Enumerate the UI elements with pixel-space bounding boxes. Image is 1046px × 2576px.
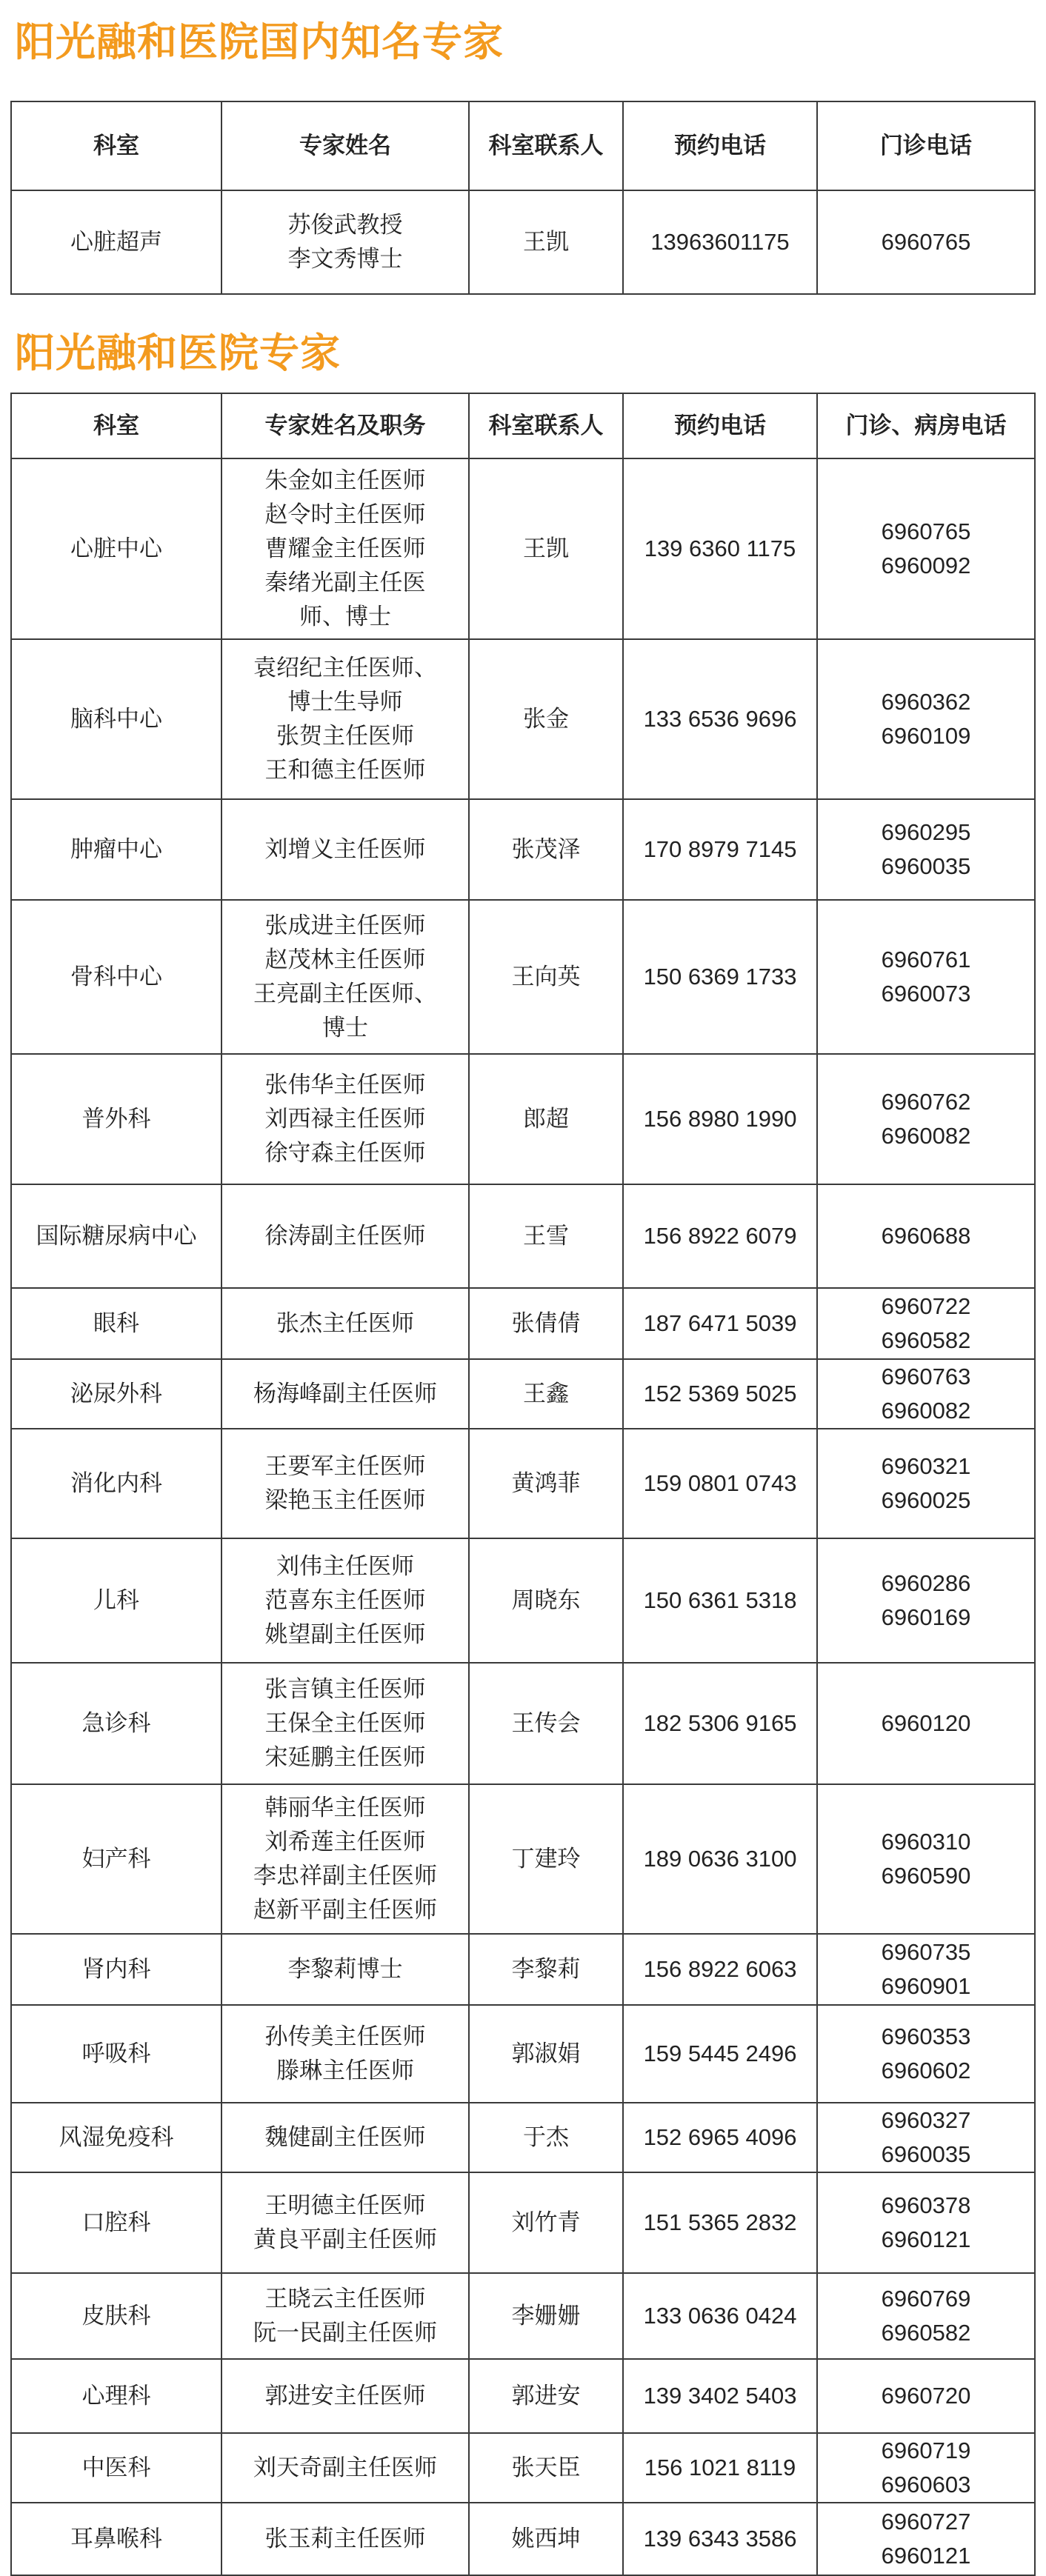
- cell-line: 袁绍纪主任医师、: [253, 655, 437, 681]
- cell-line: 王要军主任医师: [264, 1453, 426, 1480]
- dept-cell: 风湿免疫科: [11, 2103, 221, 2172]
- contact-cell: 于杰: [469, 2103, 623, 2172]
- appointment-phone-cell: 150 6361 5318: [623, 1538, 817, 1663]
- table-row: [11, 190, 1035, 294]
- clinic-phone-cell: [817, 2103, 1035, 2172]
- dept-cell: 普外科: [11, 1054, 221, 1184]
- expert-cell: [221, 1359, 469, 1429]
- table-header-row: [11, 101, 1035, 190]
- table-row: [11, 1184, 1035, 1288]
- contact-cell: 王鑫: [469, 1359, 623, 1429]
- appointment-phone-cell: 139 3402 5403: [623, 2359, 817, 2433]
- cell-line: 6960035: [881, 2141, 971, 2167]
- clinic-phone-cell: [817, 1934, 1035, 2005]
- contact-cell: 张天臣: [469, 2433, 623, 2503]
- cell-line: 6960109: [881, 723, 971, 749]
- appointment-phone-cell: 152 5369 5025: [623, 1359, 817, 1429]
- header-appointment-phone: 预约电话: [623, 101, 817, 190]
- table-row: [11, 2005, 1035, 2103]
- cell-line: 王明德主任医师: [264, 2192, 426, 2219]
- cell-line: 6960582: [881, 2320, 971, 2346]
- section-title-famous-experts: 阳光融和医院国内知名专家: [15, 19, 504, 65]
- cell-line: 6960327: [881, 2107, 971, 2133]
- cell-line: 李黎莉博士: [287, 1956, 403, 1983]
- cell-line: 6960310: [881, 1829, 971, 1855]
- clinic-phone-cell: [817, 1184, 1035, 1288]
- dept-cell: 眼科: [11, 1288, 221, 1359]
- dept-cell: 中医科: [11, 2433, 221, 2503]
- header-clinic-phone: 门诊电话: [817, 101, 1035, 190]
- expert-cell: [221, 2172, 469, 2273]
- cell-line: 6960286: [881, 1570, 971, 1596]
- table-row: [11, 1288, 1035, 1359]
- appointment-phone-cell: 151 5365 2832: [623, 2172, 817, 2273]
- cell-line: 郭进安主任医师: [264, 2383, 426, 2409]
- contact-cell: 王凯: [469, 458, 623, 639]
- clinic-phone-cell: [817, 190, 1035, 294]
- clinic-phone-cell: [817, 900, 1035, 1054]
- cell-line: 6960378: [881, 2192, 971, 2218]
- dept-cell: 消化内科: [11, 1429, 221, 1538]
- cell-line: 6960765: [881, 229, 971, 255]
- cell-line: 王晓云主任医师: [264, 2286, 426, 2312]
- cell-line: 6960295: [881, 819, 971, 845]
- cell-line: 刘天奇副主任医师: [253, 2455, 437, 2481]
- expert-cell: [221, 1054, 469, 1184]
- dept-cell: 肿瘤中心: [11, 799, 221, 900]
- expert-cell: [221, 1784, 469, 1934]
- cell-line: 刘伟主任医师: [276, 1553, 414, 1580]
- contact-cell: 姚西坤: [469, 2503, 623, 2575]
- expert-cell: [221, 1184, 469, 1288]
- cell-line: 赵令时主任医师: [264, 501, 426, 528]
- clinic-phone-cell: [817, 2433, 1035, 2503]
- table-row: [11, 1359, 1035, 1429]
- dept-cell: 国际糖尿病中心: [11, 1184, 221, 1288]
- expert-cell: [221, 1429, 469, 1538]
- cell-line: 刘西禄主任医师: [264, 1106, 426, 1132]
- table-row: [11, 1934, 1035, 2005]
- dept-cell: 耳鼻喉科: [11, 2503, 221, 2575]
- clinic-phone-cell: [817, 799, 1035, 900]
- cell-line: 6960603: [881, 2472, 971, 2497]
- table-row: [11, 1663, 1035, 1784]
- cell-line: 6960035: [881, 853, 971, 879]
- cell-line: 杨海峰副主任医师: [253, 1381, 437, 1407]
- cell-line: 张成进主任医师: [264, 912, 426, 939]
- contact-cell: 刘竹青: [469, 2172, 623, 2273]
- hospital-experts-table: [10, 393, 1036, 2576]
- famous-experts-table: [10, 101, 1036, 295]
- cell-line: 孙传美主任医师: [264, 2023, 426, 2050]
- cell-line: 黄良平副主任医师: [253, 2226, 437, 2253]
- contact-cell: 张茂泽: [469, 799, 623, 900]
- expert-cell: [221, 458, 469, 639]
- cell-line: 阮一民副主任医师: [253, 2320, 437, 2346]
- cell-line: 博士: [322, 1015, 368, 1041]
- clinic-phone-cell: [817, 2005, 1035, 2103]
- cell-line: 6960688: [881, 1223, 971, 1249]
- cell-line: 6960362: [881, 689, 971, 715]
- clinic-phone-cell: [817, 1663, 1035, 1784]
- cell-line: 王亮副主任医师、: [253, 981, 437, 1007]
- cell-line: 6960727: [881, 2509, 971, 2535]
- cell-line: 6960719: [881, 2437, 971, 2463]
- appointment-phone-cell: 187 6471 5039: [623, 1288, 817, 1359]
- header-appointment-phone: 预约电话: [623, 393, 817, 458]
- clinic-phone-cell: [817, 1784, 1035, 1934]
- cell-line: 曹耀金主任医师: [264, 535, 426, 562]
- dept-cell: 儿科: [11, 1538, 221, 1663]
- cell-line: 秦绪光副主任医: [264, 570, 426, 596]
- cell-line: 张玉莉主任医师: [264, 2526, 426, 2552]
- expert-cell: [221, 1663, 469, 1784]
- expert-cell: [221, 799, 469, 900]
- dept-cell: 皮肤科: [11, 2273, 221, 2359]
- contact-cell: 黄鸿菲: [469, 1429, 623, 1538]
- dept-cell: 呼吸科: [11, 2005, 221, 2103]
- expert-cell: [221, 639, 469, 799]
- dept-cell: 口腔科: [11, 2172, 221, 2273]
- cell-line: 韩丽华主任医师: [264, 1795, 426, 1821]
- contact-cell: 周晓东: [469, 1538, 623, 1663]
- cell-line: 6960602: [881, 2058, 971, 2083]
- cell-line: 6960353: [881, 2023, 971, 2049]
- table-row: [11, 799, 1035, 900]
- header-expert: 专家姓名: [221, 101, 469, 190]
- cell-line: 朱金如主任医师: [264, 467, 426, 494]
- clinic-phone-cell: [817, 1359, 1035, 1429]
- expert-cell: [221, 2433, 469, 2503]
- cell-line: 李文秀博士: [287, 246, 403, 273]
- appointment-phone-cell: 189 0636 3100: [623, 1784, 817, 1934]
- cell-line: 王保全主任医师: [264, 1710, 426, 1737]
- cell-line: 博士生导师: [287, 689, 403, 715]
- table-row: [11, 639, 1035, 799]
- expert-cell: [221, 190, 469, 294]
- cell-line: 师、博士: [299, 604, 391, 630]
- cell-line: 梁艳玉主任医师: [264, 1487, 426, 1514]
- dept-cell: 急诊科: [11, 1663, 221, 1784]
- expert-cell: [221, 1288, 469, 1359]
- clinic-phone-cell: [817, 1288, 1035, 1359]
- clinic-phone-cell: [817, 2503, 1035, 2575]
- contact-cell: 郎超: [469, 1054, 623, 1184]
- cell-line: 6960901: [881, 1973, 971, 1999]
- contact-cell: 王向英: [469, 900, 623, 1054]
- cell-line: 刘希莲主任医师: [264, 1829, 426, 1855]
- cell-line: 赵茂林主任医师: [264, 947, 426, 973]
- cell-line: 6960092: [881, 553, 971, 578]
- table-row: [11, 2359, 1035, 2433]
- cell-line: 6960073: [881, 981, 971, 1007]
- appointment-phone-cell: 156 8980 1990: [623, 1054, 817, 1184]
- table-row: [11, 2103, 1035, 2172]
- expert-cell: [221, 2359, 469, 2433]
- cell-line: 赵新平副主任医师: [253, 1897, 437, 1923]
- clinic-phone-cell: [817, 458, 1035, 639]
- cell-line: 张贺主任医师: [276, 723, 414, 750]
- cell-line: 6960121: [881, 2543, 971, 2569]
- cell-line: 李忠祥副主任医师: [253, 1863, 437, 1889]
- contact-cell: 丁建玲: [469, 1784, 623, 1934]
- expert-cell: [221, 2273, 469, 2359]
- section-title-hospital-experts: 阳光融和医院专家: [15, 330, 341, 376]
- table-row: [11, 1538, 1035, 1663]
- clinic-phone-cell: [817, 1538, 1035, 1663]
- contact-cell: 郭淑娟: [469, 2005, 623, 2103]
- contact-cell: 王传会: [469, 1663, 623, 1784]
- cell-line: 王和德主任医师: [264, 757, 426, 784]
- appointment-phone-cell: 156 8922 6063: [623, 1934, 817, 2005]
- clinic-phone-cell: [817, 1429, 1035, 1538]
- appointment-phone-cell: 156 1021 8119: [623, 2433, 817, 2503]
- cell-line: 滕琳主任医师: [276, 2058, 414, 2084]
- contact-cell: 张金: [469, 639, 623, 799]
- cell-line: 张杰主任医师: [276, 1310, 414, 1337]
- cell-line: 6960120: [881, 1710, 971, 1736]
- cell-line: 范喜东主任医师: [264, 1587, 426, 1614]
- header-contact: 科室联系人: [469, 101, 623, 190]
- dept-cell: 心脏中心: [11, 458, 221, 639]
- cell-line: 张伟华主任医师: [264, 1072, 426, 1098]
- cell-line: 宋延鹏主任医师: [264, 1744, 426, 1771]
- appointment-phone-cell: 159 0801 0743: [623, 1429, 817, 1538]
- expert-cell: [221, 1934, 469, 2005]
- cell-line: 刘增义主任医师: [264, 836, 426, 863]
- dept-cell: 心理科: [11, 2359, 221, 2433]
- table-row: [11, 1784, 1035, 1934]
- contact-cell: 李黎莉: [469, 1934, 623, 2005]
- table-row: [11, 458, 1035, 639]
- contact-cell: 王雪: [469, 1184, 623, 1288]
- contact-cell: 王凯: [469, 190, 623, 294]
- appointment-phone-cell: 150 6369 1733: [623, 900, 817, 1054]
- clinic-phone-cell: [817, 639, 1035, 799]
- header-dept: 科室: [11, 393, 221, 458]
- dept-cell: 脑科中心: [11, 639, 221, 799]
- cell-line: 张言镇主任医师: [264, 1676, 426, 1703]
- clinic-phone-cell: [817, 2273, 1035, 2359]
- appointment-phone-cell: 170 8979 7145: [623, 799, 817, 900]
- cell-line: 6960121: [881, 2226, 971, 2252]
- dept-cell: 妇产科: [11, 1784, 221, 1934]
- contact-cell: 郭进安: [469, 2359, 623, 2433]
- contact-cell: 张倩倩: [469, 1288, 623, 1359]
- cell-line: 徐守森主任医师: [264, 1140, 426, 1167]
- clinic-phone-cell: [817, 2172, 1035, 2273]
- header-expert-title: 专家姓名及职务: [221, 393, 469, 458]
- table-row: [11, 2433, 1035, 2503]
- cell-line: 6960169: [881, 1604, 971, 1630]
- appointment-phone-cell: 156 8922 6079: [623, 1184, 817, 1288]
- appointment-phone-cell: 139 6360 1175: [623, 458, 817, 639]
- dept-cell: 泌尿外科: [11, 1359, 221, 1429]
- appointment-phone-cell: 152 6965 4096: [623, 2103, 817, 2172]
- cell-line: 6960722: [881, 1293, 971, 1319]
- cell-line: 6960765: [881, 518, 971, 544]
- appointment-phone-cell: 133 0636 0424: [623, 2273, 817, 2359]
- appointment-phone-cell: 133 6536 9696: [623, 639, 817, 799]
- cell-line: 6960082: [881, 1123, 971, 1149]
- table-header-row: [11, 393, 1035, 458]
- cell-line: 徐涛副主任医师: [264, 1223, 426, 1249]
- table-row: [11, 2172, 1035, 2273]
- cell-line: 6960082: [881, 1398, 971, 1424]
- cell-line: 6960590: [881, 1863, 971, 1889]
- cell-line: 6960025: [881, 1487, 971, 1513]
- clinic-phone-cell: [817, 2359, 1035, 2433]
- expert-cell: [221, 2103, 469, 2172]
- dept-cell: 心脏超声: [11, 190, 221, 294]
- table-row: [11, 2273, 1035, 2359]
- expert-cell: [221, 2503, 469, 2575]
- cell-line: 6960763: [881, 1364, 971, 1389]
- cell-line: 姚望副主任医师: [264, 1621, 426, 1648]
- cell-line: 6960720: [881, 2383, 971, 2409]
- expert-cell: [221, 1538, 469, 1663]
- contact-cell: 李姗姗: [469, 2273, 623, 2359]
- header-contact: 科室联系人: [469, 393, 623, 458]
- appointment-phone-cell: 159 5445 2496: [623, 2005, 817, 2103]
- cell-line: 魏健副主任医师: [264, 2124, 426, 2151]
- cell-line: 6960582: [881, 1327, 971, 1353]
- header-dept: 科室: [11, 101, 221, 190]
- dept-cell: 肾内科: [11, 1934, 221, 2005]
- cell-line: 6960769: [881, 2286, 971, 2312]
- table-row: [11, 1429, 1035, 1538]
- expert-cell: [221, 2005, 469, 2103]
- appointment-phone-cell: 139 6343 3586: [623, 2503, 817, 2575]
- table-row: [11, 900, 1035, 1054]
- cell-line: 6960321: [881, 1453, 971, 1479]
- clinic-phone-cell: [817, 1054, 1035, 1184]
- cell-line: 6960735: [881, 1939, 971, 1965]
- appointment-phone-cell: 182 5306 9165: [623, 1663, 817, 1784]
- header-clinic-ward-phone: 门诊、病房电话: [817, 393, 1035, 458]
- dept-cell: 骨科中心: [11, 900, 221, 1054]
- appointment-phone-cell: 13963601175: [623, 190, 817, 294]
- cell-line: 6960762: [881, 1089, 971, 1115]
- table-row: [11, 1054, 1035, 1184]
- cell-line: 6960761: [881, 947, 971, 972]
- expert-cell: [221, 900, 469, 1054]
- table-row: [11, 2503, 1035, 2575]
- cell-line: 苏俊武教授: [287, 212, 403, 238]
